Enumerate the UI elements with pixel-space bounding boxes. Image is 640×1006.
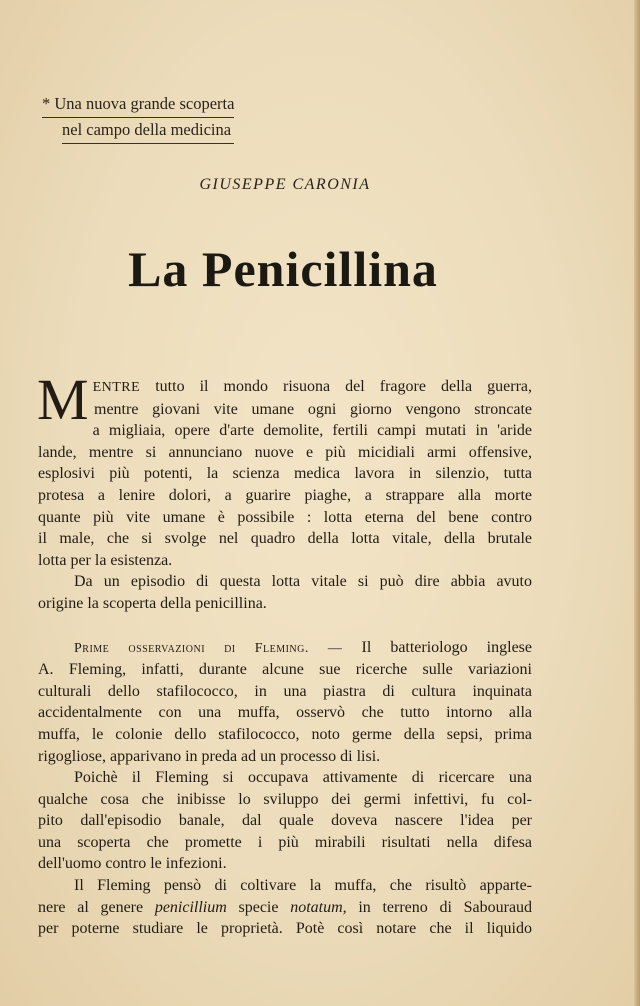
text-line: dell'uomo contro le infezioni. [38, 855, 227, 873]
author-name: GIUSEPPE CARONIA [199, 176, 371, 193]
kicker-line-1: * Una nuova grande scoperta [42, 92, 234, 118]
intro-paragraph [37, 367, 532, 571]
kicker-line-2: nel campo della medicina [62, 118, 234, 144]
text-line: Da un episodio di questa lotta vitale si può dire abbia avuto [74, 573, 532, 591]
italic-term: notatum, [290, 898, 347, 916]
text-fragment: nere al genere [38, 898, 144, 916]
text-line: origine la scoperta della penicillina. [38, 594, 267, 612]
text-line: esplosivi più potenti, la scienza medica lavora in silenzio, tutta [38, 465, 532, 483]
text-fragment: specie [238, 898, 279, 916]
text-line [38, 637, 532, 660]
text-line: quante più vite umane è possibile : lotta eterna del bene contro [38, 508, 532, 526]
article-title: La Penicillina [128, 241, 438, 297]
page-edge [634, 0, 640, 1006]
text-line: una scoperta che promette i più mirabili risultati nella difesa [38, 833, 532, 851]
text-line: Poichè il Fleming si occupava attivamente di ricercare una [74, 769, 532, 787]
intro-paragraph-2 [38, 571, 532, 614]
section-paragraph-2 [38, 767, 532, 875]
text-line: culturali dello stafilococco, in una piastra di cultura inquinata [38, 682, 532, 700]
italic-term: penicillium [154, 898, 227, 916]
text-line [38, 376, 532, 399]
text-line: il male, che si svolge nel quadro della lotta vitale, della brutale [38, 530, 532, 548]
text-line: accidentalmente con una muffa, osservò che tutto intorno alla [38, 704, 532, 722]
section-paragraph-3 [38, 875, 532, 940]
text-line: per poterne studiare le proprietà. Potè così notare che il liquido [38, 920, 532, 938]
text-fragment: tutto il mondo risuona del fragore della guerra, [155, 378, 532, 395]
text-line: Il Fleming pensò di coltivare la muffa, che risultò apparte- [74, 877, 532, 895]
text-fragment: in terreno di Sabouraud [358, 898, 533, 916]
text-line: rigogliose, apparivano in preda ad un processo di lisi. [38, 747, 381, 765]
lead-word: ENTRE [92, 380, 141, 395]
kicker [42, 92, 234, 144]
text-line: mentre giovani vite umane ogni giorno vengono stroncate [94, 400, 532, 418]
section-paragraph-1 [38, 637, 532, 768]
text-line: pito dall'episodio banale, dal quale doveva nascere l'idea per [38, 812, 532, 830]
text-line: lande, mentre si annunciano nuove e più micidiali armi offensive, [38, 443, 532, 461]
text-fragment: Il batteriologo inglese [361, 638, 533, 656]
text-line: A. Fleming, infatti, durante alcune sue ricerche sulle variazioni [38, 661, 532, 679]
drop-cap: M [37, 367, 89, 432]
text-line: qualche cosa che inibisse lo sviluppo dei germi infettivi, fu col- [38, 790, 532, 808]
text-line: muffa, le colonie dello stafilococco, noto germe della sepsi, prima [38, 725, 532, 743]
section-heading: Prime osservazioni di Fleming. — [74, 640, 343, 656]
text-line: a migliaia, opere d'arte demolite, fertili campi mutati in 'aride [92, 422, 532, 440]
article-body [37, 367, 533, 940]
text-line [38, 897, 532, 919]
text-line: protesa a lenire dolori, a guarire piaghe, a strappare alla morte [38, 486, 532, 504]
section-gap [38, 615, 532, 637]
text-line: lotta per la esistenza. [38, 551, 173, 569]
